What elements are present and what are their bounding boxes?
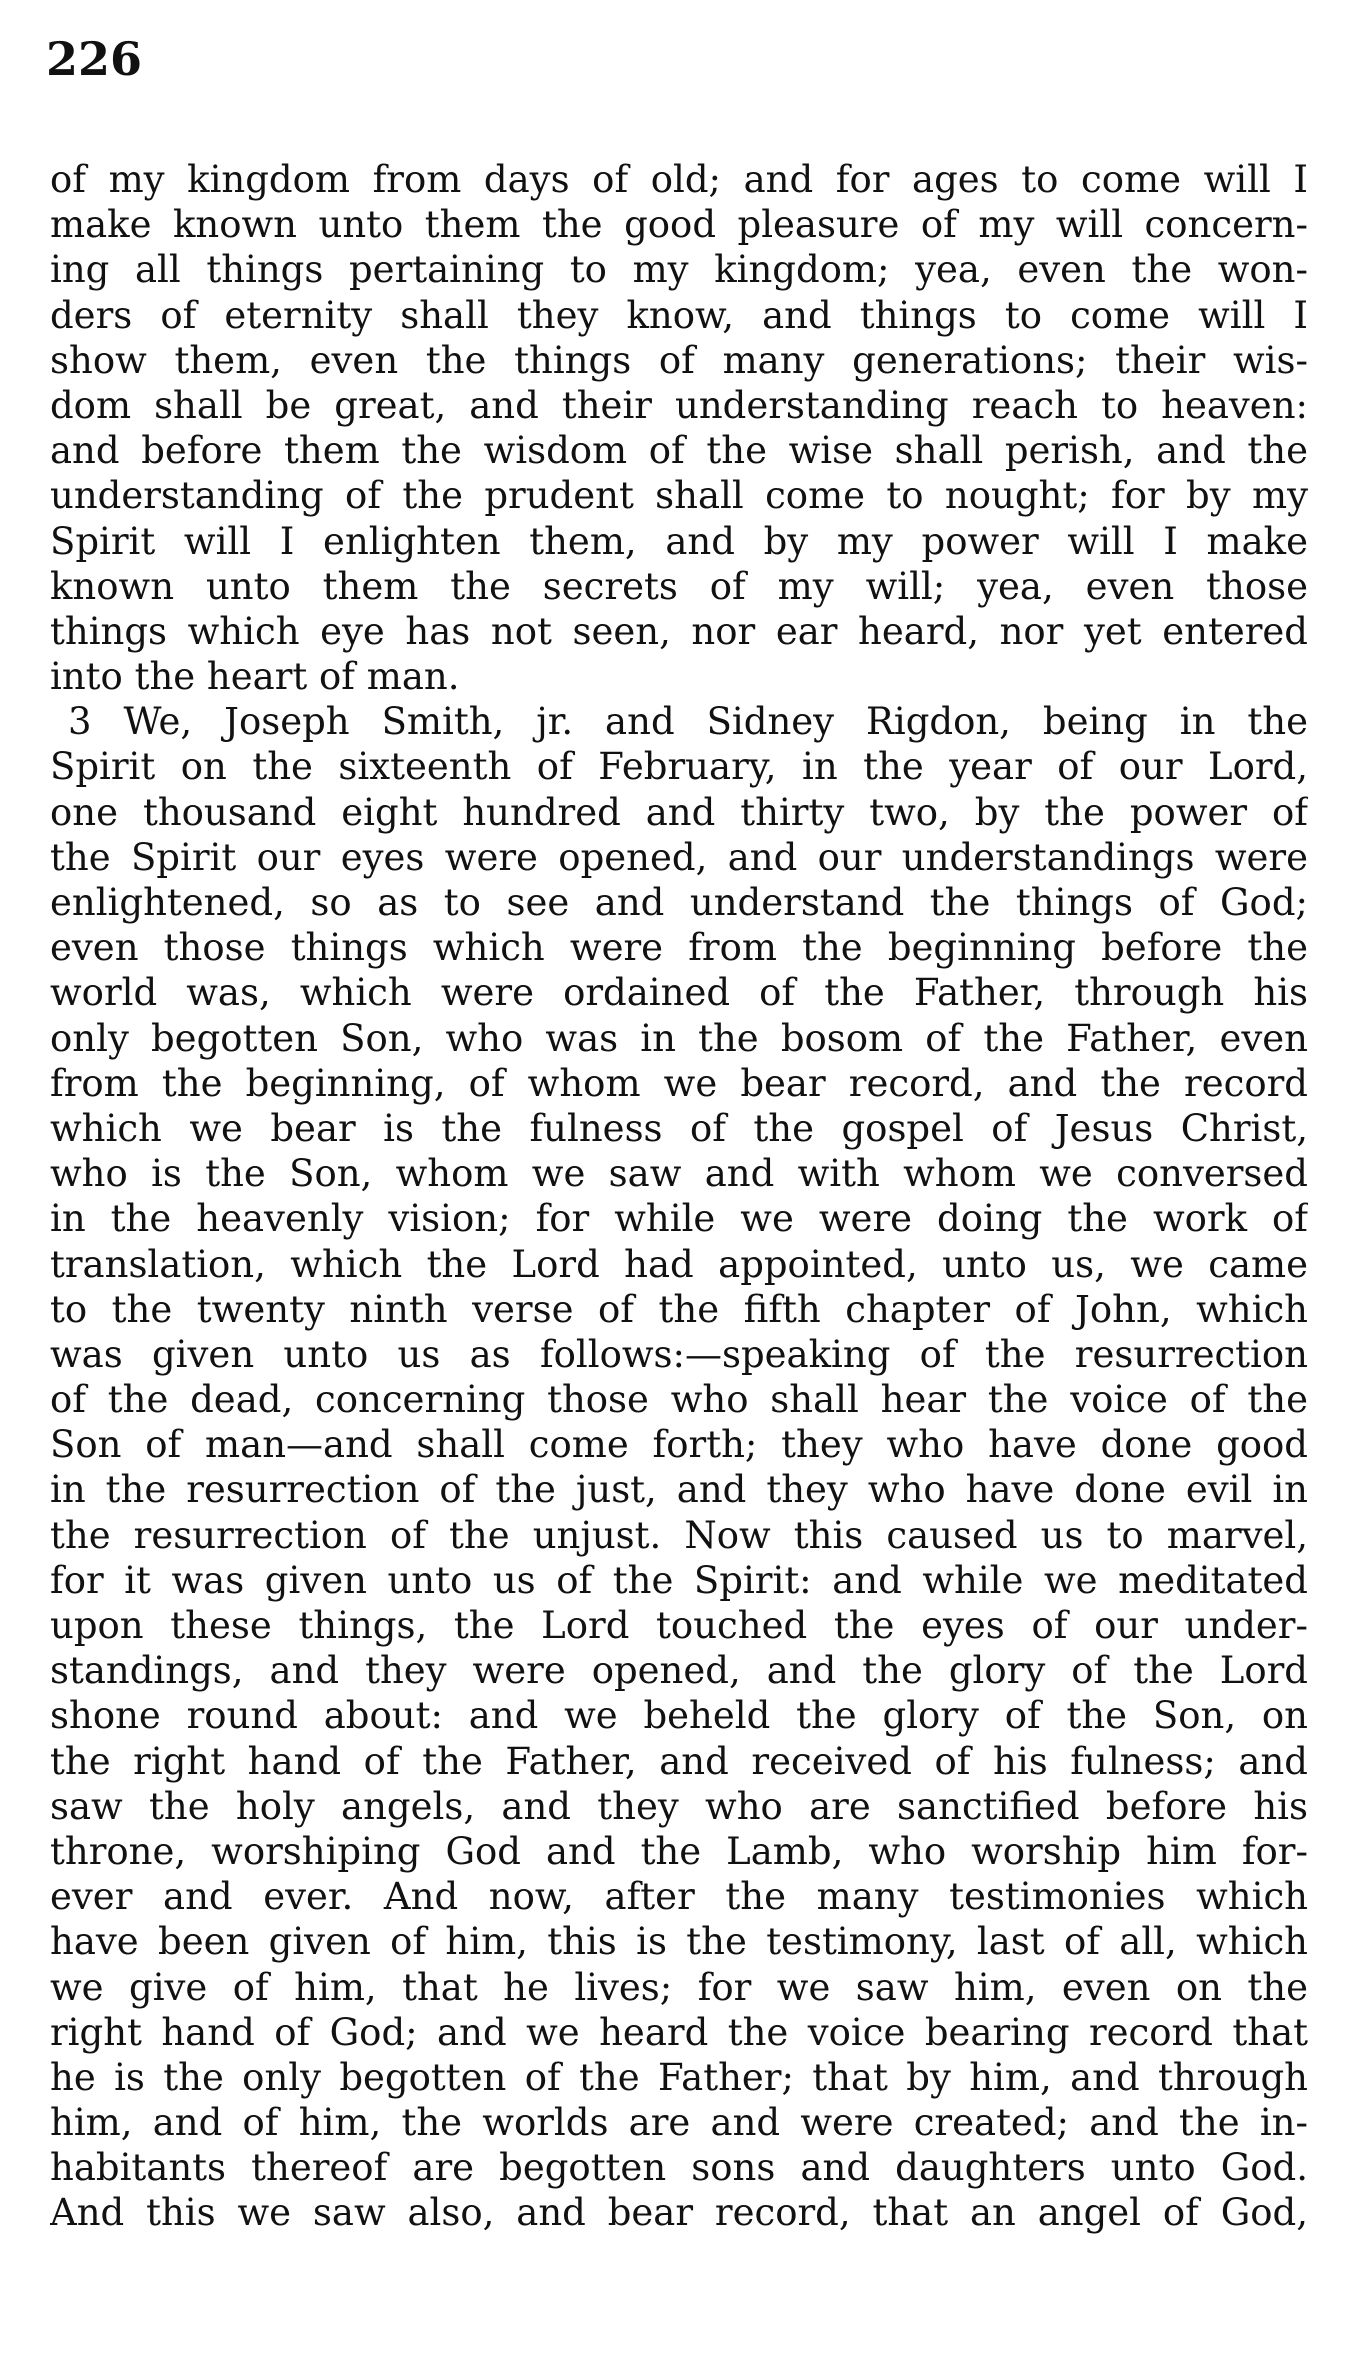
text-line: dom shall be great, and their understanding reach to heaven:	[50, 383, 1308, 427]
text-line: translation, which the Lord had appointed, unto us, we came	[50, 1242, 1308, 1286]
text-line: Son of man—and shall come forth; they who have done good	[50, 1423, 1308, 1467]
text-line: from the beginning, of whom we bear record, and the record	[50, 1061, 1308, 1105]
text-line: was given unto us as follows:—speaking of the resurrection	[50, 1332, 1308, 1376]
verse-3-start-line: 3 We, Joseph Smith, jr. and Sidney Rigdon, being in the	[68, 700, 1308, 744]
text-line: in the heavenly vision; for while we were doing the work of	[50, 1197, 1308, 1241]
body-text	[50, 157, 1308, 2236]
text-line: upon these things, the Lord touched the eyes of our under-	[50, 1604, 1308, 1647]
text-line: things which eye has not seen, nor ear heard, nor yet entered	[50, 609, 1308, 653]
text-line: we give of him, that he lives; for we saw him, even on the	[50, 1965, 1308, 2009]
text-line: show them, even the things of many generations; their wis-	[50, 338, 1308, 382]
text-line: in the resurrection of the just, and they who have done evil in	[50, 1468, 1308, 1512]
text-line: for it was given unto us of the Spirit: and while we meditated	[50, 1558, 1308, 1602]
text-line: And this we saw also, and bear record, that an angel of God,	[50, 2191, 1308, 2235]
text-line: him, and of him, the worlds are and were created; and the in-	[50, 2101, 1308, 2145]
text-line: only begotten Son, who was in the bosom of the Father, even	[50, 1016, 1308, 1060]
text-line: Spirit on the sixteenth of February, in the year of our Lord,	[50, 745, 1308, 789]
text-line: ders of eternity shall they know, and things to come will I	[50, 293, 1308, 337]
text-line: throne, worshiping God and the Lamb, who worship him for-	[50, 1829, 1308, 1873]
text-line: enlightened, so as to see and understand the things of God;	[50, 881, 1308, 924]
text-line: understanding of the prudent shall come to nought; for by my	[50, 474, 1308, 518]
text-line: ing all things pertaining to my kingdom; yea, even the won-	[50, 248, 1308, 292]
text-line: the right hand of the Father, and received of his fulness; and	[50, 1739, 1308, 1783]
text-line: to the twenty ninth verse of the fifth chapter of John, which	[50, 1287, 1308, 1331]
text-line: have been given of him, this is the testimony, last of all, which	[50, 1920, 1308, 1964]
paragraph-end-line: into the heart of man.	[50, 655, 460, 699]
text-line: he is the only begotten of the Father; that by him, and through	[50, 2055, 1308, 2099]
text-line: shone round about: and we beheld the glory of the Son, on	[50, 1694, 1308, 1738]
text-line: standings, and they were opened, and the glory of the Lord	[50, 1649, 1308, 1693]
page-number: 226	[46, 32, 143, 86]
text-line: world was, which were ordained of the Father, through his	[50, 971, 1308, 1015]
text-line: the Spirit our eyes were opened, and our understandings were	[50, 835, 1308, 879]
text-line: of my kingdom from days of old; and for ages to come will I	[50, 158, 1308, 201]
text-line: right hand of God; and we heard the voice bearing record that	[50, 2010, 1308, 2054]
text-line: of the dead, concerning those who shall hear the voice of the	[50, 1378, 1308, 1422]
text-line: known unto them the secrets of my will; yea, even those	[50, 564, 1308, 608]
text-line: who is the Son, whom we saw and with whom we conversed	[50, 1152, 1308, 1196]
text-line: which we bear is the fulness of the gospel of Jesus Christ,	[50, 1106, 1308, 1150]
text-line: habitants thereof are begotten sons and daughters unto God.	[50, 2146, 1308, 2190]
text-line: Spirit will I enlighten them, and by my power will I make	[50, 519, 1308, 563]
text-line: even those things which were from the beginning before the	[50, 926, 1308, 970]
text-line: and before them the wisdom of the wise shall perish, and the	[50, 429, 1308, 473]
text-line: ever and ever. And now, after the many testimonies which	[50, 1875, 1308, 1919]
text-line: saw the holy angels, and they who are sanctified before his	[50, 1784, 1308, 1828]
text-line: make known unto them the good pleasure of my will concern-	[50, 203, 1308, 247]
text-line: the resurrection of the unjust. Now this caused us to marvel,	[50, 1513, 1308, 1557]
text-line: one thousand eight hundred and thirty two, by the power of	[50, 790, 1308, 834]
